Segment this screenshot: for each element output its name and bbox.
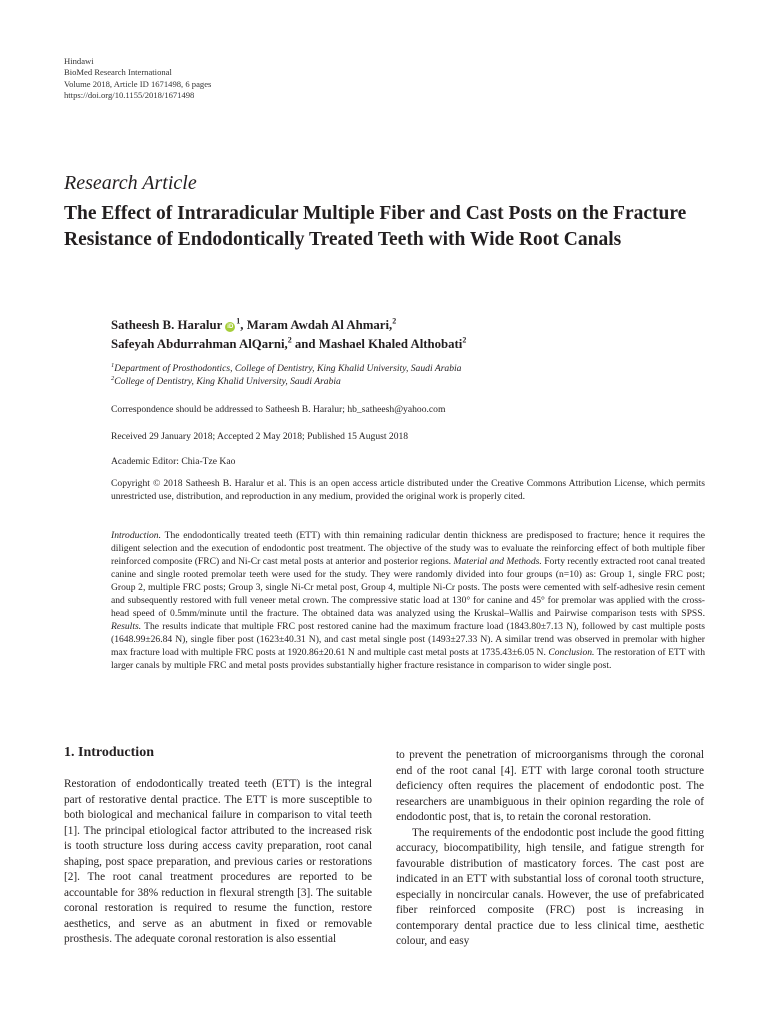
- copyright-notice: Copyright © 2018 Satheesh B. Haralur et al. This is an open access article distributed under the Creative Commons Attribution License, which permits unrestricted use, distribution, and reproduction in any medium, provided the original work is properly cited.: [111, 478, 705, 502]
- author-affiliation-marker: 1: [236, 316, 241, 326]
- author-affiliation-marker: 2: [287, 335, 292, 345]
- orcid-icon[interactable]: iD: [227, 324, 234, 330]
- correspondence-line: Correspondence should be addressed to Satheesh B. Haralur; hb_satheesh@yahoo.com: [111, 404, 446, 415]
- body-paragraph: Restoration of endodontically treated teeth (ETT) is the integral part of restorative dental practice. The ETT is more susceptible to both biological and mechanical failure in comparison to vital teeth [1]. The principal etiological factor attributed to the increased risk is tooth structure loss during access cavity preparation, root canal shaping, post space preparation, and previous caries or restorations [2]. The root canal treatment procedures are reported to be accountable for 38% reduction in flexural strength [3]. The suitable coronal restoration is required to resume the function, restore aesthetics, and serve as an abutment in fixed or removable prosthesis. The adequate coronal restoration is also essential: [64, 778, 372, 945]
- abstract-intro-text: The endodontically treated teeth (ETT) with thin remaining radicular dentin thickness are predisposed to fracture; hence it requires the diligent selection and the execution of endodontic post treatment. The objective of the study was to evaluate the reinforcing effect of both multiple fiber reinforced composite (FRC) and Ni-Cr cast metal posts at anterior and posterior regions.: [111, 530, 705, 567]
- affiliation-item: [111, 362, 711, 375]
- abstract-results-label: Results.: [111, 621, 142, 632]
- body-column-right: [396, 748, 704, 950]
- volume-line: Volume 2018, Article ID 1671498, 6 pages: [64, 78, 212, 89]
- author-name[interactable]: Mashael Khaled Althobati: [318, 337, 463, 351]
- affiliation-list: [111, 362, 711, 388]
- abstract-conclusion-label: Conclusion.: [548, 647, 595, 658]
- author-separator: and: [291, 337, 319, 351]
- abstract-methods-text: Forty recently extracted root canal treated canine and single rooted premolar teeth were used for the study. They were randomly divided into four groups (n=10) as: Group 1, single FRC post; Group 2, multiple FRC posts; Group 3, single Ni-Cr metal post, Group 4, multiple Ni-Cr posts. The posts were cemented with self-adhesive resin cement and subsequently restored with full veneer metal crown. The compressive static load at 130° for canine and 45° for premolar was applied with the cross-head speed of 0.5mm/minute until the fracture. The obtained data was analyzed using the Kruskal–Wallis and Pairwise comparison tests with SPSS.: [111, 556, 705, 619]
- author-affiliation-marker: 2: [462, 335, 467, 345]
- publication-dates: Received 29 January 2018; Accepted 2 May 2018; Published 15 August 2018: [111, 431, 409, 442]
- author-name[interactable]: Satheesh B. Haralur: [111, 318, 223, 332]
- author-name[interactable]: Maram Awdah Al Ahmari,: [246, 318, 393, 332]
- body-paragraph: to prevent the penetration of microorganisms through the coronal end of the root canal [4]. ETT with large coronal tooth structure deficiency often requires the placement of endodontic post. The researchers are unambiguous in their opinion regarding the role of endodontic post, that is, to retain the coronal restoration.: [396, 749, 704, 823]
- affiliation-text: Department of Prosthodontics, College of Dentistry, King Khalid University, Saudi Arabia: [114, 363, 462, 374]
- section-heading-introduction: 1. Introduction: [64, 745, 154, 760]
- body-paragraph: The requirements of the endodontic post include the good fitting accuracy, biocompatibility, high tensile, and fatigue strength for favourable distribution of masticatory forces. The cast post are indicated in an ETT with substantial loss of coronal tooth structure, especially in noncircular canals. However, the use of prefabricated fiber reinforced composite (FRC) post is increasing in contemporary dental practice due to less clinical time, aesthetic colour, and easy: [396, 826, 704, 947]
- journal-header: [64, 56, 211, 101]
- journal-name: BioMed Research International: [64, 67, 172, 78]
- body-column-left: [64, 744, 372, 948]
- author-affiliation-marker: 2: [392, 316, 397, 326]
- author-separator: ,: [240, 318, 247, 332]
- affiliation-marker: 1: [111, 361, 115, 369]
- abstract-methods-label: Material and Methods.: [453, 556, 542, 567]
- article-title: The Effect of Intraradicular Multiple Fiber and Cast Posts on the Fracture Resistance of Endodontically Treated Teeth with Wide Root Canals: [64, 203, 687, 250]
- affiliation-item: [111, 375, 711, 388]
- abstract-results-text: The results indicate that multiple FRC post restored canine had the maximum fracture load (1843.80±7.13 N), followed by cast multiple posts (1648.99±26.84 N), single fiber post (1623±40.31 N), and cast metal single post (1493±27.33 N). A similar trend was observed in premolar with higher max fracture load with multiple FRC posts at 1920.86±20.61 N and multiple cast metal posts at 1735.43±6.05 N.: [111, 621, 705, 658]
- article-type: Research Article: [64, 172, 197, 194]
- abstract: [111, 529, 705, 672]
- abstract-intro-label: Introduction.: [111, 530, 162, 541]
- publisher-name: Hindawi: [64, 56, 94, 66]
- academic-editor: Academic Editor: Chia-Tze Kao: [111, 456, 236, 467]
- affiliation-text: College of Dentistry, King Khalid University, Saudi Arabia: [114, 376, 341, 387]
- doi-link[interactable]: https://doi.org/10.1155/2018/1671498: [64, 89, 195, 100]
- abstract-conclusion-text: The restoration of ETT with larger canals by multiple FRC and metal posts provides substantially higher fracture resistance in comparison to wider single post.: [111, 647, 705, 671]
- affiliation-marker: 2: [111, 374, 115, 382]
- author-list: [111, 316, 711, 354]
- author-name[interactable]: Safeyah Abdurrahman AlQarni,: [111, 337, 288, 351]
